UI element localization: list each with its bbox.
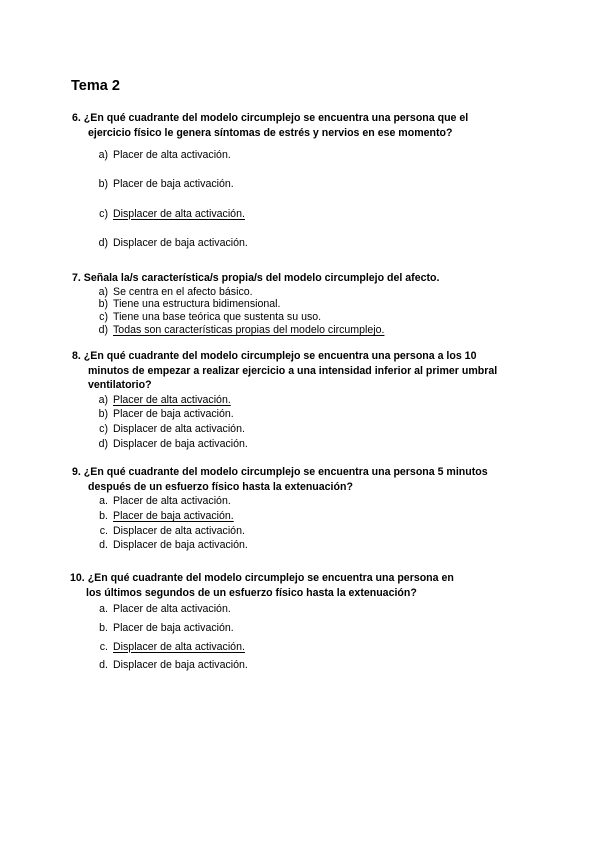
option-d[interactable]: [72, 324, 532, 337]
option-b[interactable]: [72, 407, 502, 422]
option-text: Placer de baja activación.: [113, 408, 234, 421]
option-letter: d): [98, 236, 108, 249]
option-text: Placer de alta activación.: [113, 149, 231, 161]
option-text: Tiene una estructura bidimensional.: [113, 298, 281, 311]
option-text: Displacer de baja activación.: [113, 236, 248, 249]
option-letter: c): [99, 423, 108, 436]
option-letter: a.: [99, 603, 108, 615]
option-text: Displacer de alta activación.: [113, 423, 245, 436]
option-letter: b): [98, 178, 108, 191]
option-list: [72, 494, 522, 553]
question-text: ¿En qué cuadrante del modelo circumplejo se encuentra una persona que el ejercicio físico le genera síntomas de estrés y nervios en ese momento?: [83, 112, 469, 139]
option-text: Tiene una base teórica que sustenta su uso.: [113, 311, 322, 324]
option-text: Displacer de baja activación.: [113, 539, 248, 552]
question-6: [72, 111, 512, 251]
option-letter: b): [98, 408, 108, 421]
question-6-stem: [72, 111, 512, 140]
option-b[interactable]: [72, 509, 522, 524]
option-b[interactable]: [72, 298, 532, 311]
option-letter: c.: [99, 640, 108, 653]
option-letter: a): [98, 149, 108, 161]
option-d[interactable]: [72, 236, 512, 251]
option-text: Displacer de baja activación.: [113, 659, 248, 672]
question-9-stem: [72, 465, 522, 494]
option-a[interactable]: [72, 148, 512, 163]
option-c[interactable]: [72, 422, 502, 437]
option-letter: c): [99, 207, 108, 220]
option-text: Displacer de alta activación.: [113, 207, 245, 220]
question-text: ¿En qué cuadrante del modelo circumplejo se encuentra una persona 5 minutos después de un esfuerzo físico hasta la extenuación?: [83, 466, 488, 493]
question-number: 10.: [70, 572, 85, 584]
option-c[interactable]: [72, 311, 532, 324]
page-title: Tema 2: [71, 78, 120, 94]
option-letter: a): [98, 285, 108, 298]
question-10: [72, 571, 472, 673]
option-text: Displacer de baja activación.: [113, 437, 248, 450]
option-letter: a.: [99, 495, 108, 507]
option-a[interactable]: [72, 602, 472, 617]
question-9: [72, 465, 522, 553]
option-d[interactable]: [72, 437, 502, 452]
option-text: Displacer de alta activación.: [113, 640, 245, 653]
option-c[interactable]: [72, 207, 512, 222]
option-text: Placer de baja activación.: [113, 178, 234, 191]
question-text: Señala la/s característica/s propia/s del modelo circumplejo del afecto.: [83, 272, 440, 284]
option-letter: c): [99, 311, 108, 324]
option-list: [72, 393, 502, 452]
option-c[interactable]: [72, 524, 522, 539]
question-8: [72, 349, 502, 452]
question-7: [72, 271, 532, 337]
option-list: [72, 602, 472, 673]
question-8-stem: [72, 349, 502, 393]
option-text: Todas son características propias del modelo circumplejo.: [113, 323, 385, 336]
option-c[interactable]: [72, 640, 472, 655]
question-text: ¿En qué cuadrante del modelo circumplejo se encuentra una persona en los últimos segundos de un esfuerzo físico hasta la extenuación?: [86, 572, 454, 599]
option-d[interactable]: [72, 538, 522, 553]
option-letter: b.: [99, 621, 108, 634]
option-letter: d): [98, 323, 108, 336]
option-text: Displacer de alta activación.: [113, 524, 245, 537]
question-number: 9.: [72, 466, 81, 478]
option-letter: d): [98, 437, 108, 450]
option-letter: b.: [99, 509, 108, 522]
option-a[interactable]: [72, 494, 522, 509]
question-number: 8.: [72, 350, 81, 362]
option-d[interactable]: [72, 658, 472, 673]
option-text: Placer de alta activación.: [113, 495, 231, 507]
option-text: Se centra en el afecto básico.: [113, 285, 253, 298]
option-letter: d.: [99, 539, 108, 552]
option-text: Placer de alta activación.: [113, 603, 231, 615]
option-letter: c.: [99, 524, 108, 537]
option-text: Placer de baja activación.: [113, 509, 234, 522]
option-text: Placer de alta activación.: [113, 393, 231, 406]
question-number: 7.: [72, 272, 81, 284]
option-b[interactable]: [72, 621, 472, 636]
question-7-stem: [72, 271, 532, 286]
option-b[interactable]: [72, 177, 512, 192]
option-letter: b): [98, 298, 108, 311]
option-text: Placer de baja activación.: [113, 621, 234, 634]
question-10-stem: [72, 571, 472, 600]
question-text: ¿En qué cuadrante del modelo circumplejo se encuentra una persona a los 10 minutos de empezar a realizar ejercicio a una intensidad inferior al primer umbral ventilatorio?: [83, 350, 498, 391]
option-list: [72, 148, 512, 251]
question-number: 6.: [72, 112, 81, 124]
option-list: [72, 286, 532, 337]
option-letter: a): [98, 393, 108, 406]
option-letter: d.: [99, 659, 108, 672]
option-a[interactable]: [72, 393, 502, 408]
option-a[interactable]: [72, 286, 532, 299]
